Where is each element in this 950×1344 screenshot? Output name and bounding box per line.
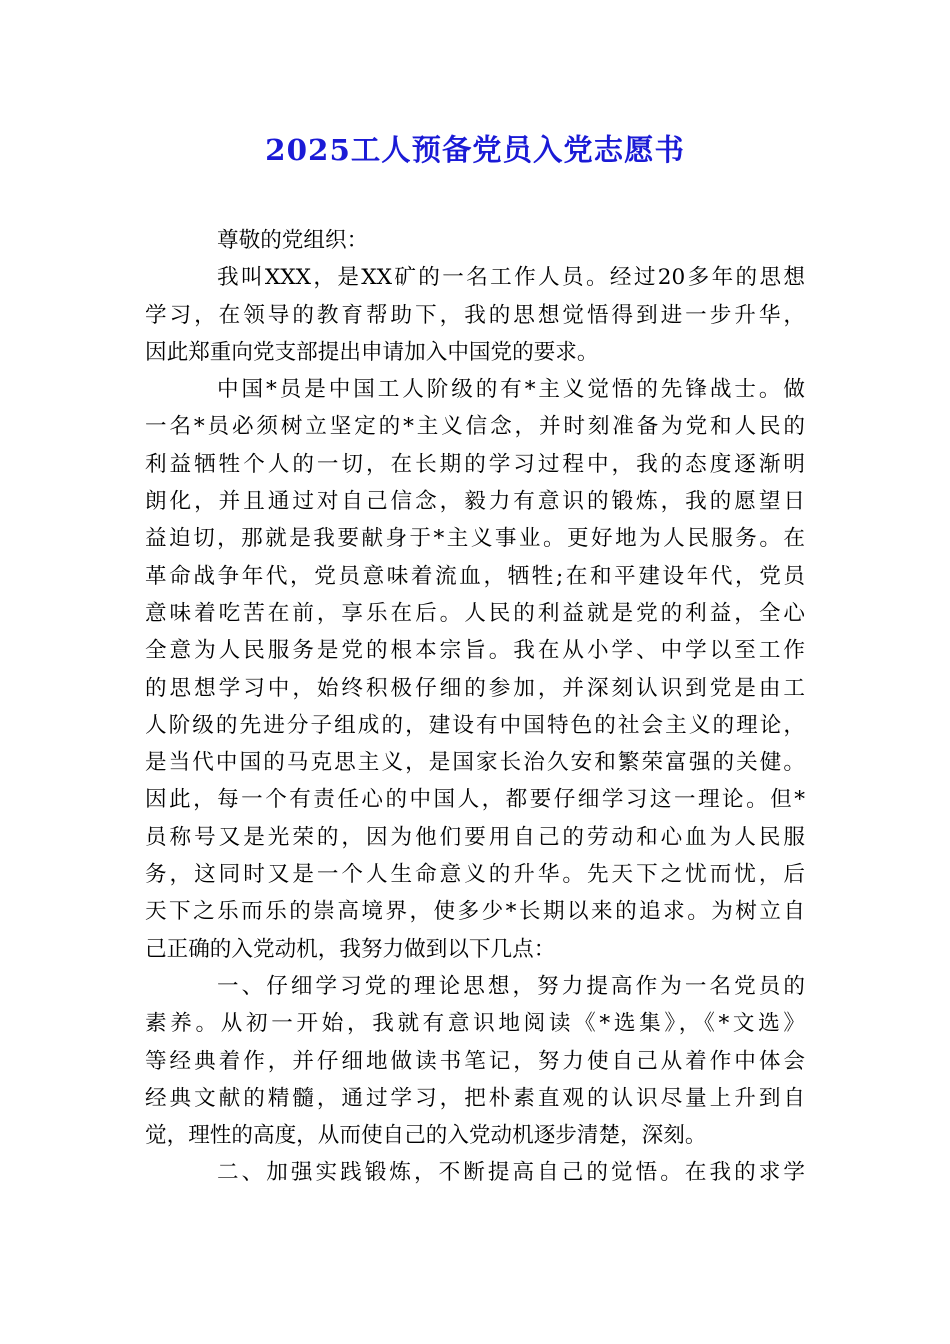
document-title: 2025工人预备党员入党志愿书 <box>265 132 685 167</box>
body-line: 意味着吃苦在前，享乐在后。人民的利益就是党的利益，全心 <box>145 600 805 626</box>
body-line: 务，这同时又是一个人生命意义的升华。先天下之忧而忧，后 <box>145 862 805 888</box>
body-line: 革命战争年代，党员意味着流血，牺牲;在和平建设年代，党员 <box>145 563 805 589</box>
body-line: 素养。从初一开始，我就有意识地阅读《*选集》，《*文选》 <box>145 1011 805 1037</box>
body-line: 二、加强实践锻炼，不断提高自己的觉悟。在我的求学 <box>217 1160 805 1186</box>
body-line: 觉，理性的高度，从而使自己的入党动机逐步清楚，深刻。 <box>145 1123 707 1149</box>
body-line: 朗化，并且通过对自己信念，毅力有意识的锻炼，我的愿望日 <box>145 489 805 515</box>
body-line: 经典文献的精髓，通过学习，把朴素直观的认识尽量上升到自 <box>145 1085 805 1111</box>
body-line: 一名*员必须树立坚定的*主义信念，并时刻准备为党和人民的 <box>145 414 805 440</box>
body-line: 员称号又是光荣的，因为他们要用自己的劳动和心血为人民服 <box>145 824 805 850</box>
document-body <box>145 222 805 1192</box>
body-line: 利益牺牲个人的一切，在长期的学习过程中，我的态度逐渐明 <box>145 451 805 477</box>
body-line: 益迫切，那就是我要献身于*主义事业。更好地为人民服务。在 <box>145 526 805 552</box>
body-line: 人阶级的先进分子组成的，建设有中国特色的社会主义的理论， <box>145 712 805 738</box>
body-line: 一、仔细学习党的理论思想，努力提高作为一名党员的 <box>217 973 805 999</box>
body-line: 等经典着作，并仔细地做读书笔记，努力使自己从着作中体会 <box>145 1048 805 1074</box>
body-line: 是当代中国的马克思主义，是国家长治久安和繁荣富强的关健。 <box>145 750 805 776</box>
body-line: 天下之乐而乐的崇高境界，使多少*长期以来的追求。为树立自 <box>145 899 805 925</box>
body-line: 学习，在领导的教育帮助下，我的思想觉悟得到进一步升华， <box>145 302 805 328</box>
body-line: 因此，每一个有责任心的中国人，都要仔细学习这一理论。但* <box>145 787 805 813</box>
body-line: 己正确的入党动机，我努力做到以下几点： <box>145 936 556 962</box>
body-line: 中国*员是中国工人阶级的有*主义觉悟的先锋战士。做 <box>217 377 805 403</box>
body-line: 因此郑重向党支部提出申请加入中国党的要求。 <box>145 339 599 365</box>
body-line: 全意为人民服务是党的根本宗旨。我在从小学、中学以至工作 <box>145 638 805 664</box>
salutation: 尊敬的党组织： <box>217 228 369 253</box>
body-line: 我叫XXX，是XX矿的一名工作人员。经过20多年的思想 <box>217 265 805 291</box>
body-line: 的思想学习中，始终积极仔细的参加，并深刻认识到党是由工 <box>145 675 805 701</box>
